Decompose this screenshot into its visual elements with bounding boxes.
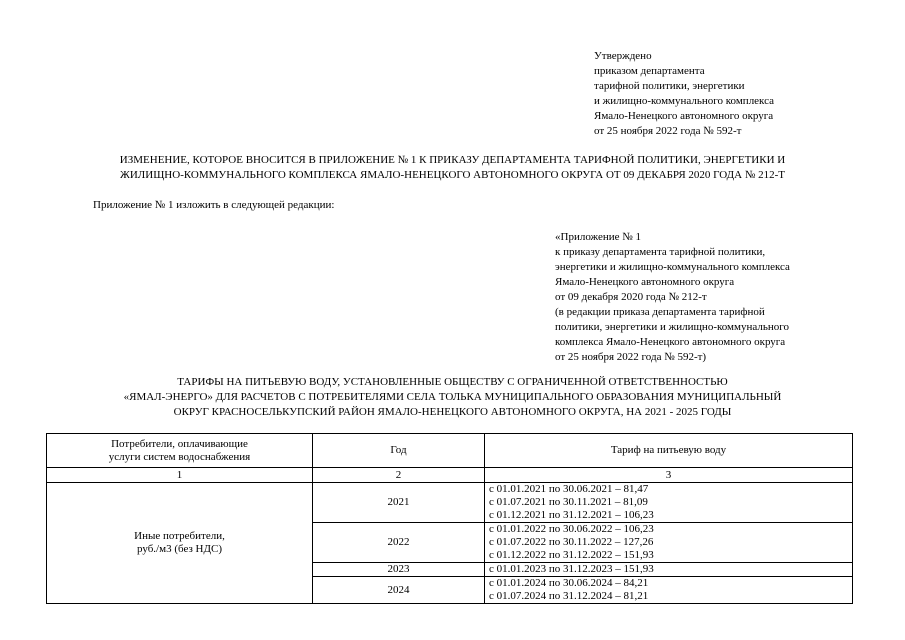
year-cell: 2024: [313, 577, 485, 604]
approval-line: приказом департамента: [594, 65, 705, 77]
appendix-line: (в редакции приказа департамента тарифной: [555, 306, 765, 318]
document-heading: [20, 153, 885, 183]
instruction-text: Приложение № 1 изложить в следующей редакции:: [93, 199, 335, 211]
column-number: 3: [485, 468, 853, 483]
appendix-line: Ямало-Ненецкого автономного округа: [555, 276, 735, 288]
tariff-table: [46, 433, 853, 604]
header-consumers: Потребители, оплачивающие услуги систем водоснабжения: [47, 434, 313, 468]
appendix-line: энергетики и жилищно-коммунального комплекса: [555, 261, 790, 273]
tariff-title: [20, 375, 885, 420]
table-header-row: [47, 434, 853, 468]
tariff-title-line: «ЯМАЛ-ЭНЕРГО» ДЛЯ РАСЧЕТОВ С ПОТРЕБИТЕЛЯМИ СЕЛА ТОЛЬКА МУНИЦИПАЛЬНОГО ОБРАЗОВАНИЯ МУНИЦИПАЛЬНЫЙ: [123, 391, 782, 403]
table-number-row: [47, 468, 853, 483]
heading-line: ИЗМЕНЕНИЕ, КОТОРОЕ ВНОСИТСЯ В ПРИЛОЖЕНИЕ № 1 К ПРИКАЗУ ДЕПАРТАМЕНТА ТАРИФНОЙ ПОЛИТИКИ, ЭНЕРГЕТИКИ И: [119, 154, 786, 166]
year-cell: 2022: [313, 523, 485, 563]
heading-line: ЖИЛИЩНО-КОММУНАЛЬНОГО КОМПЛЕКСА ЯМАЛО-НЕНЕЦКОГО АВТОНОМНОГО ОКРУГА ОТ 09 ДЕКАБРЯ 2020 ГОДА № 212-Т: [120, 169, 785, 181]
tariff-cell: с 01.01.2023 по 31.12.2023 – 151,93: [485, 563, 853, 577]
appendix-line: комплекса Ямало-Ненецкого автономного округа: [555, 336, 786, 348]
header-tariff: Тариф на питьевую воду: [485, 434, 853, 468]
approval-line: тарифной политики, энергетики: [594, 80, 745, 92]
year-cell: 2021: [313, 483, 485, 523]
approval-block: [594, 49, 894, 139]
header-year: Год: [313, 434, 485, 468]
tariff-cell: с 01.01.2024 по 30.06.2024 – 84,21 с 01.07.2024 по 31.12.2024 – 81,21: [485, 577, 853, 604]
tariff-cell: с 01.01.2021 по 30.06.2021 – 81,47 с 01.07.2021 по 30.11.2021 – 81,09 с 01.12.2021 по 31.12.2021 – 106,23: [485, 483, 853, 523]
appendix-line: к приказу департамента тарифной политики,: [555, 246, 766, 258]
approval-line: Утверждено: [594, 50, 652, 62]
column-number: 1: [47, 468, 313, 483]
appendix-line: от 25 ноября 2022 года № 592-т): [555, 351, 707, 363]
column-number: 2: [313, 468, 485, 483]
appendix-line: от 09 декабря 2020 года № 212-т: [555, 291, 707, 303]
tariff-cell: с 01.01.2022 по 30.06.2022 – 106,23 с 01.07.2022 по 30.11.2022 – 127,26 с 01.12.2022 по 31.12.2022 – 151,93: [485, 523, 853, 563]
table-row: [47, 483, 853, 523]
tariff-title-line: ОКРУГ КРАСНОСЕЛЬКУПСКИЙ РАЙОН ЯМАЛО-НЕНЕЦКОГО АВТОНОМНОГО ОКРУГА, НА 2021 - 2025 ГОДЫ: [173, 406, 732, 418]
approval-line: от 25 ноября 2022 года № 592-т: [594, 125, 742, 137]
year-cell: 2023: [313, 563, 485, 577]
appendix-block: [555, 230, 895, 365]
approval-line: и жилищно-коммунального комплекса: [594, 95, 775, 107]
consumer-cell: Иные потребители, руб./м3 (без НДС): [47, 483, 313, 604]
appendix-line: политики, энергетики и жилищно-коммунального: [555, 321, 789, 333]
appendix-line: «Приложение № 1: [555, 231, 642, 243]
tariff-title-line: ТАРИФЫ НА ПИТЬЕВУЮ ВОДУ, УСТАНОВЛЕННЫЕ ОБЩЕСТВУ С ОГРАНИЧЕННОЙ ОТВЕТСТВЕННОСТЬЮ: [177, 376, 728, 388]
approval-line: Ямало-Ненецкого автономного округа: [594, 110, 774, 122]
